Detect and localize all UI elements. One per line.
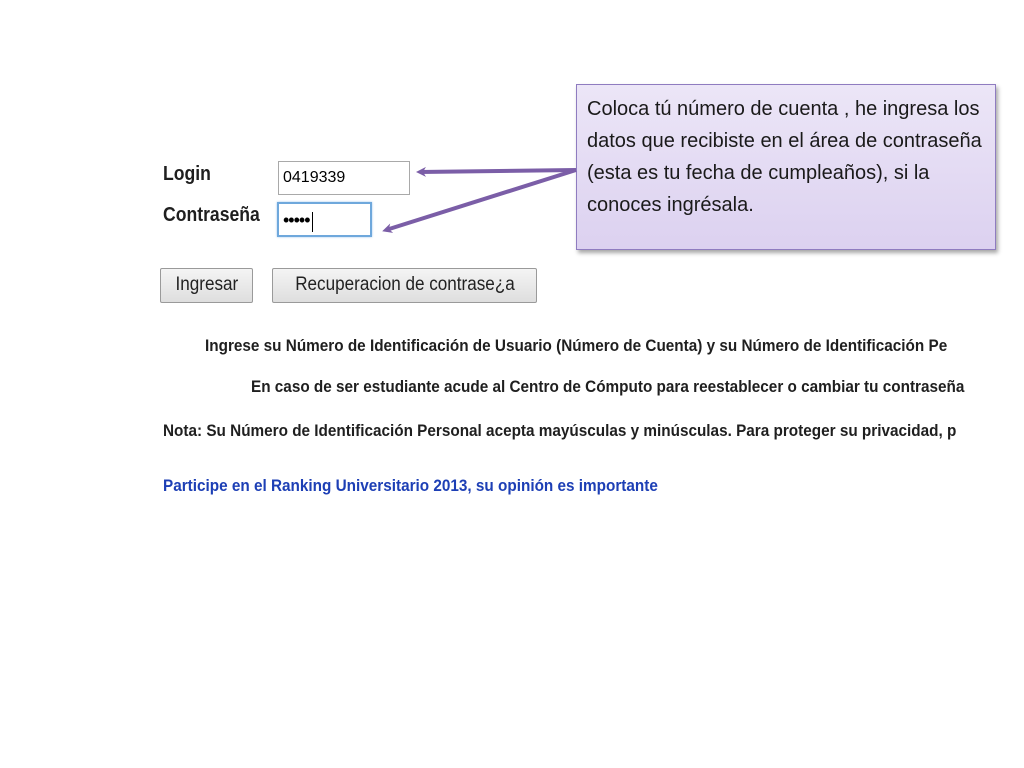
password-label: Contraseña	[163, 204, 260, 226]
submit-button-label: Ingresar	[175, 274, 238, 295]
recover-password-button[interactable]	[272, 268, 537, 303]
login-input-value: 0419339	[283, 169, 346, 186]
password-input[interactable]	[277, 202, 372, 237]
login-input[interactable]	[278, 161, 410, 195]
text-caret	[312, 212, 313, 232]
login-label: Login	[163, 163, 211, 185]
info-line-1: Ingrese su Número de Identificación de Usuario (Número de Cuenta) y su Número de Identificación Pe	[205, 336, 948, 355]
info-line-2: En caso de ser estudiante acude al Centro de Cómputo para reestablecer o cambiar tu contraseña	[251, 377, 965, 396]
arrow-to-password-icon	[386, 170, 576, 230]
privacy-note: Nota: Su Número de Identificación Personal acepta mayúsculas y minúsculas. Para proteger su privacidad, p	[163, 421, 957, 440]
instruction-callout-text: Coloca tú número de cuenta , he ingresa los datos que recibiste en el área de contraseña (esta es tu fecha de cumpleaños), si la conoces ingrésala.	[587, 98, 982, 216]
ranking-link[interactable]: Participe en el Ranking Universitario 2013, su opinión es importante	[163, 476, 658, 495]
recover-password-button-label: Recuperacion de contrase¿a	[294, 274, 515, 295]
arrow-to-login-icon	[420, 170, 576, 172]
submit-button[interactable]	[160, 268, 253, 303]
instruction-callout	[576, 84, 996, 250]
password-input-value: •••••	[283, 210, 310, 230]
